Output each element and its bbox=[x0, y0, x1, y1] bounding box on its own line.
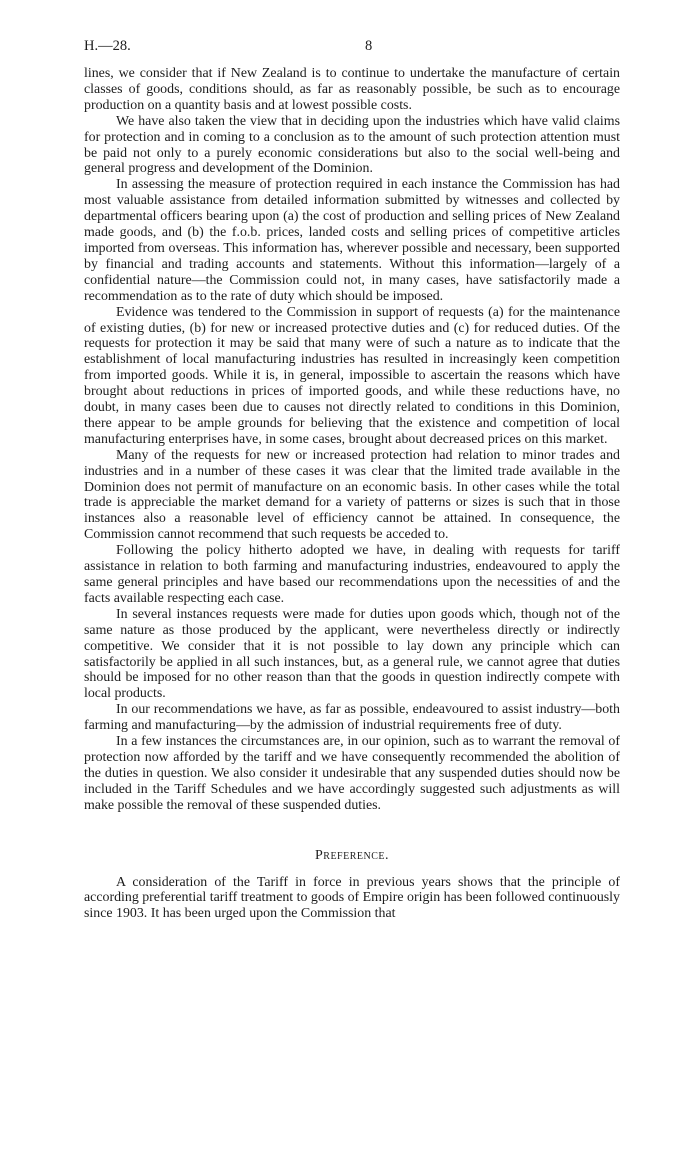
page-header bbox=[0, 38, 700, 58]
paragraph: Following the policy hitherto adopted we have, in dealing with requests for tariff assistance in relation to both farming and manufacturing industries, endeavoured to apply the same general principles and have based our recommendations upon the necessities of and the facts available respecting each case. bbox=[84, 543, 620, 606]
page-number: 8 bbox=[365, 38, 373, 54]
paragraph: We have also taken the view that in deciding upon the industries which have valid claims for protection and in coming to a conclusion as to the amount of such protection attention must be paid not only to a purely economic considerations but also to the social well-being and general progress and development of the Dominion. bbox=[84, 113, 620, 177]
paragraph: Evidence was tendered to the Commission in support of requests (a) for the maintenance of existing duties, (b) for new or increased protective duties and (c) for reduced duties. Of the requests for protection it may be said that many were of such a nature as to indicate that the establishment of local manufacturing industries has resulted in increasingly keen competition from imported goods. While it is, in general, impossible to ascertain the reasons which have brought about reductions in prices of imported goods, and while these reductions have, no doubt, in many cases been due to causes not directly related to conditions in this Dominion, there appear to be ample grounds for believing that the existence and competition of local manufacturing enterprises have, in some cases, brought about decreased prices on this market. bbox=[84, 304, 620, 447]
paragraph: A consideration of the Tariff in force in previous years shows that the principle of according preferential tariff treatment to goods of Empire origin has been followed continuously since 1903. It has been urged upon the Commission that bbox=[84, 874, 620, 922]
body-text bbox=[84, 66, 620, 922]
paragraph: lines, we consider that if New Zealand is to continue to undertake the manufacture of certain classes of goods, conditions should, as far as reasonably possible, be such as to encourage production on a quantity basis and at lowest possible costs. bbox=[84, 66, 620, 113]
paragraph: In several instances requests were made for duties upon goods which, though not of the same nature as those produced by the applicant, were nevertheless directly or indirectly competitive. We consider that it is not possible to lay down any principle which can satisfactorily be applied in all such instances, but, as a general rule, we cannot agree that duties should be imposed for no other reason than that the goods in question indirectly compete with local products. bbox=[84, 606, 620, 702]
paragraph: Many of the requests for new or increased protection had relation to minor trades and industries and in a number of these cases it was clear that the limited trade available in the Dominion does not permit of manufacture on an economic basis. In other cases while the total trade is appreciable the market demand for a variety of patterns or sizes is such that in those instances also a reasonable level of efficiency cannot be attained. In consequence, the Commission cannot recommend that such requests be acceded to. bbox=[84, 447, 620, 543]
section-heading: Preference. bbox=[314, 847, 389, 863]
paragraph: In our recommendations we have, as far as possible, endeavoured to assist industry—both farming and manufacturing—by the admission of industrial requirements free of duty. bbox=[84, 702, 620, 734]
paragraph: In assessing the measure of protection required in each instance the Commission has had most valuable assistance from detailed information submitted by witnesses and collected by departmental officers bearing upon (a) the cost of production and selling prices of New Zealand made goods, and (b) the f.o.b. prices, landed costs and selling prices of competitive articles imported from overseas. This information has, wherever possible and necessary, been supported by financial and trading accounts and statements. Without this information—largely of a confidential nature—the Commission could not, in many cases, have satisfactorily made a recommendation as to the rate of duty which should be imposed. bbox=[84, 177, 620, 304]
paragraph: In a few instances the circumstances are, in our opinion, such as to warrant the removal of protection now afforded by the tariff and we have consequently recommended the abolition of the duties in question. We also consider it undesirable that any suspended duties should now be included in the Tariff Schedules and we have accordingly suggested such adjustments as will make possible the removal of these suspended duties. bbox=[84, 734, 620, 813]
report-reference: H.—28. bbox=[84, 38, 131, 54]
